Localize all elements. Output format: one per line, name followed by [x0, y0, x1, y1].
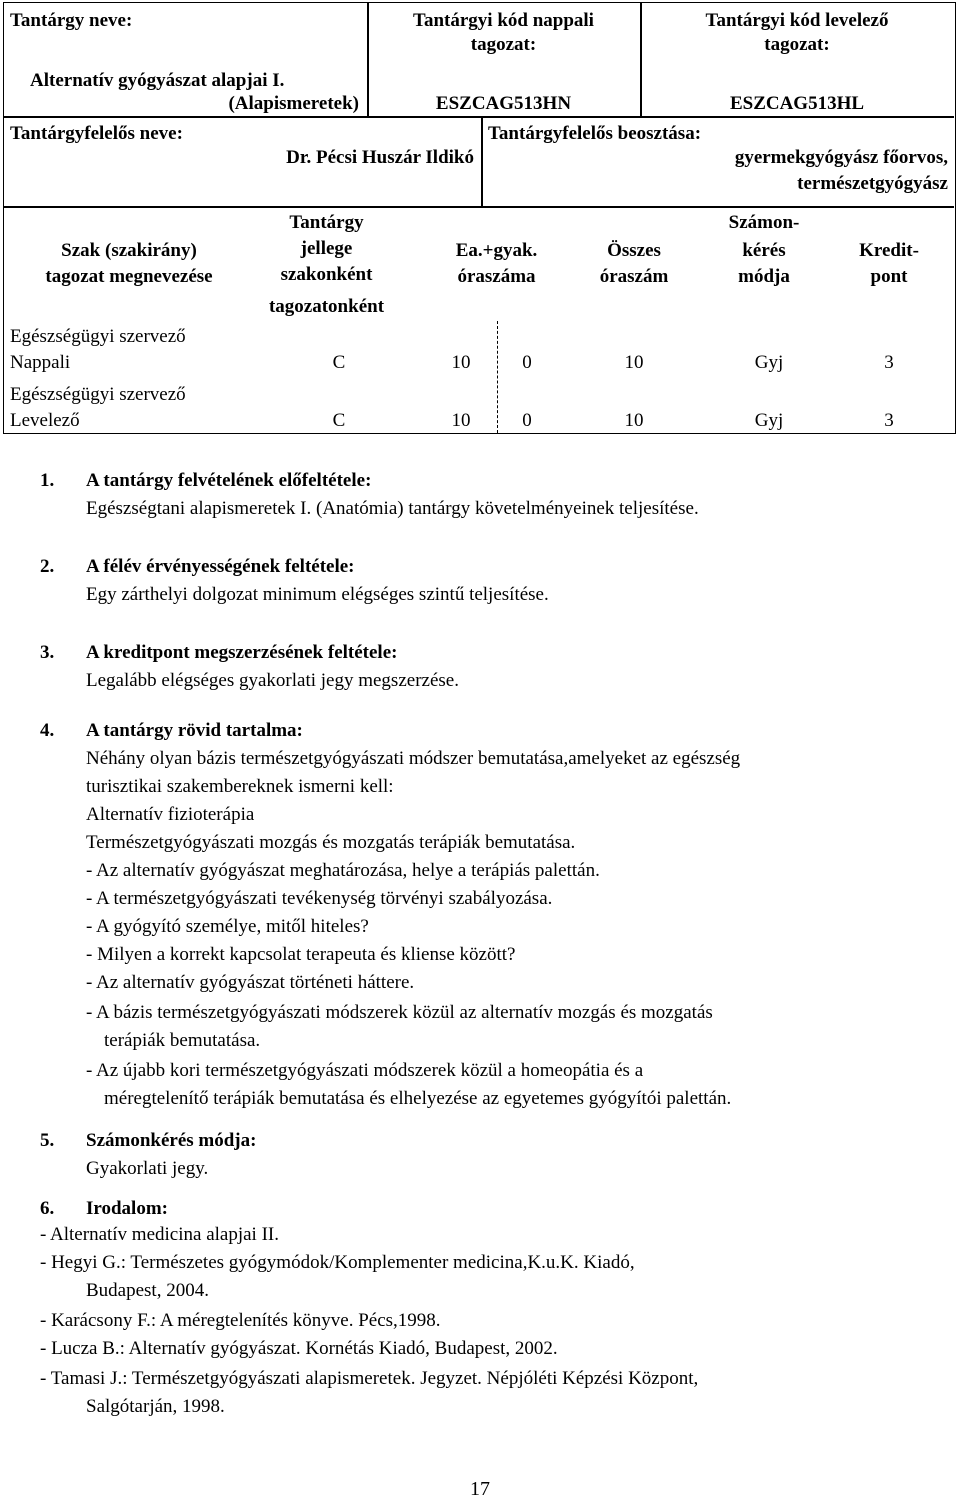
section-1-number: 1. — [40, 470, 55, 491]
section-4-number: 4. — [40, 720, 55, 741]
col-header-type-3: szakonként — [280, 264, 373, 285]
row-type: C — [332, 352, 346, 373]
col-header-hours: Ea.+gyak. — [455, 240, 538, 261]
section-5-number: 5. — [40, 1130, 55, 1151]
row-lecture-hours: 10 — [451, 410, 471, 431]
row-credit: 3 — [884, 352, 894, 373]
row-exam-type: Gyj — [754, 410, 784, 431]
col-header-exam-3: módja — [738, 266, 790, 287]
section-5-text: Gyakorlati jegy. — [86, 1158, 209, 1179]
section-3-text: Legalább elégséges gyakorlati jegy megszerzése. — [86, 670, 459, 691]
code-corr-label-2: tagozat: — [764, 34, 830, 55]
section-4-heading: A tantárgy rövid tartalma: — [86, 720, 303, 741]
row-program-name: Egészségügyi szervező — [10, 326, 186, 347]
section-4-bullet-cont: terápiák bemutatása. — [104, 1030, 261, 1051]
col-header-type-2: jellege — [300, 238, 353, 259]
subject-name-value-2: (Alapismeretek) — [228, 93, 359, 114]
position-label: Tantárgyfelelős beosztása: — [488, 123, 702, 144]
row-practice-hours: 0 — [522, 410, 532, 431]
section-4-bullet: - A természetgyógyászati tevékenység törvényi szabályozása. — [86, 888, 553, 909]
reference-item: - Hegyi G.: Természetes gyógymódok/Komplementer medicina,K.u.K. Kiadó, — [40, 1252, 635, 1273]
course-info-table — [3, 2, 956, 434]
col-header-total: Összes — [607, 240, 661, 261]
col-header-credit: Kredit- — [859, 240, 919, 261]
section-6-number: 6. — [40, 1198, 55, 1219]
section-5-heading: Számonkérés módja: — [86, 1130, 257, 1151]
section-4-bullet: - Az alternatív gyógyászat meghatározása, helye a terápiás palettán. — [86, 860, 600, 881]
row-lecture-hours: 10 — [451, 352, 471, 373]
col-header-exam: Számon- — [728, 212, 800, 233]
col-header-hours-2: óraszáma — [457, 266, 536, 287]
row-total-hours: 10 — [624, 352, 644, 373]
section-4-bullet: - A gyógyító személye, mitől hiteles? — [86, 916, 369, 937]
section-2-number: 2. — [40, 556, 55, 577]
reference-item: - Karácsony F.: A méregtelenítés könyve. Pécs,1998. — [40, 1310, 441, 1331]
section-1-text: Egészségtani alapismeretek I. (Anatómia) tantárgy követelményeinek teljesítése. — [86, 498, 699, 519]
row-credit: 3 — [884, 410, 894, 431]
code-day-label-2: tagozat: — [470, 34, 537, 55]
subject-name-label: Tantárgy neve: — [10, 10, 133, 31]
responsible-label: Tantárgyfelelős neve: — [10, 123, 183, 144]
code-day-label: Tantárgyi kód nappali — [413, 10, 594, 31]
section-3-heading: A kreditpont megszerzésének feltétele: — [86, 642, 398, 663]
section-4-line: turisztikai szakembereknek ismerni kell: — [86, 776, 394, 797]
table-divider — [497, 321, 498, 433]
col-header-exam-2: kérés — [742, 240, 786, 261]
section-4-line: Alternatív fizioterápia — [86, 804, 255, 825]
reference-item: - Tamasi J.: Természetgyógyászati alapismeretek. Jegyzet. Népjóléti Képzési Központ, — [40, 1368, 699, 1389]
col-header-type: Tantárgy — [289, 212, 364, 233]
row-total-hours: 10 — [624, 410, 644, 431]
col-header-type-4: tagozatonként — [268, 296, 385, 317]
reference-item-cont: Salgótarján, 1998. — [86, 1396, 225, 1417]
col-header-program: Szak (szakirány) — [61, 240, 197, 261]
page-number: 17 — [470, 1478, 490, 1500]
row-program-mode: Levelező — [10, 410, 80, 431]
section-1-heading: A tantárgy felvételének előfeltétele: — [86, 470, 372, 491]
section-2-heading: A félév érvényességének feltétele: — [86, 556, 355, 577]
section-4-bullet: - A bázis természetgyógyászati módszerek közül az alternatív mozgás és mozgatás — [86, 1002, 713, 1023]
section-4-bullet: - Milyen a korrekt kapcsolat terapeuta és kliense között? — [86, 944, 516, 965]
reference-item-cont: Budapest, 2004. — [86, 1280, 209, 1301]
row-program-name: Egészségügyi szervező — [10, 384, 186, 405]
row-practice-hours: 0 — [522, 352, 532, 373]
code-corr-value: ESZCAG513HL — [729, 93, 865, 114]
subject-name-value: Alternatív gyógyászat alapjai I. — [30, 70, 285, 91]
col-header-total-2: óraszám — [599, 266, 669, 287]
position-value-2: természetgyógyász — [797, 173, 948, 194]
section-4-bullet: - Az újabb kori természetgyógyászati módszerek közül a homeopátia és a — [86, 1060, 644, 1081]
col-header-program-2: tagozat megnevezése — [45, 266, 213, 287]
col-header-credit-2: pont — [870, 266, 908, 287]
section-2-text: Egy zárthelyi dolgozat minimum elégséges szintű teljesítése. — [86, 584, 549, 605]
section-4-bullet-cont: méregtelenítő terápiák bemutatása és elhelyezése az egyetemes gyógyítói palettán. — [104, 1088, 732, 1109]
section-4-line: Természetgyógyászati mozgás és mozgatás terápiák bemutatása. — [86, 832, 576, 853]
row-type: C — [332, 410, 346, 431]
reference-item: - Alternatív medicina alapjai II. — [40, 1224, 279, 1245]
section-4-line: Néhány olyan bázis természetgyógyászati módszer bemutatása,amelyeket az egészség — [86, 748, 741, 769]
code-day-value: ESZCAG513HN — [435, 93, 572, 114]
position-value: gyermekgyógyász főorvos, — [734, 147, 948, 168]
row-exam-type: Gyj — [754, 352, 784, 373]
reference-item: - Lucza B.: Alternatív gyógyászat. Kornétás Kiadó, Budapest, 2002. — [40, 1338, 558, 1359]
code-corr-label: Tantárgyi kód levelező — [705, 10, 889, 31]
section-3-number: 3. — [40, 642, 55, 663]
responsible-value: Dr. Pécsi Huszár Ildikó — [286, 147, 474, 168]
section-4-bullet: - Az alternatív gyógyászat történeti háttere. — [86, 972, 415, 993]
section-6-heading: Irodalom: — [86, 1198, 168, 1219]
row-program-mode: Nappali — [10, 352, 71, 373]
